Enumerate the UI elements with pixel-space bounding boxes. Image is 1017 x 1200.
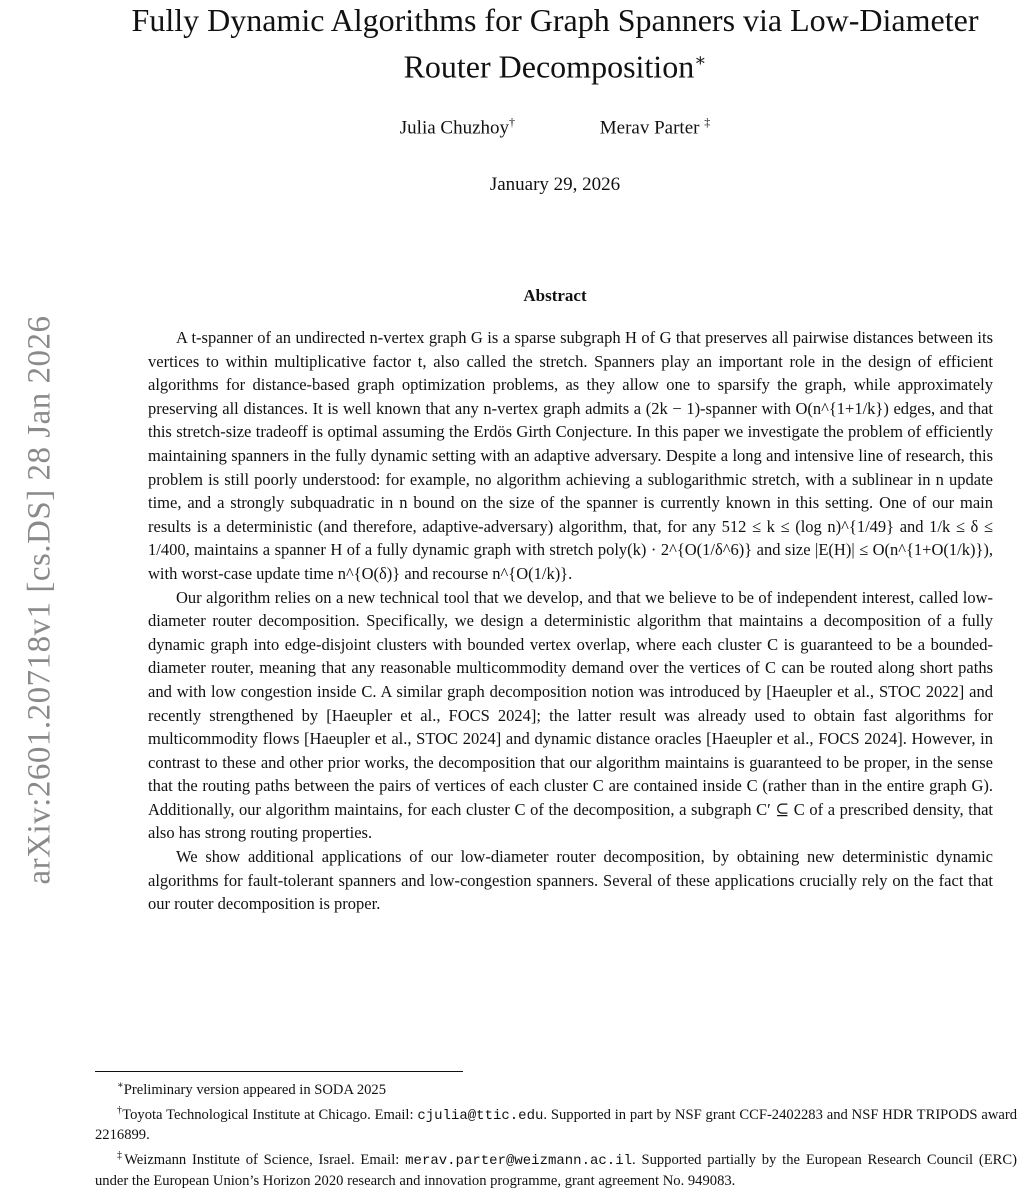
title-line-2: Router Decomposition [403,48,695,85]
abstract-paragraph-1: A t-spanner of an undirected n-vertex graph G is a sparse subgraph H of G that preserves all pairwise distances between its vertices to within multiplicative factor t, also called the stretch. Spanners play an important role in the design of efficient algorithms for distance-based graph optimization problems, as they allow one to sparsify the graph, while approximately preserving all distances. It is well known that any n-vertex graph admits a (2k − 1)-spanner with O(n^{1+1/k}) edges, and that this stretch-size tradeoff is optimal assuming the Erdös Girth Conjecture. In this paper we investigate the problem of efficiently maintaining spanners in the fully dynamic setting with an adaptive adversary. Despite a long and intensive line of research, this problem is still poorly understood: for example, no algorithm achieving a sublogarithmic stretch, with a sublinear in n update time, and a strongly subquadratic in n bound on the size of the spanner is currently known in this setting. One of our main results is a deterministic (and therefore, adaptive-adversary) algorithm, that, for any 512 ≤ k ≤ (log n)^{1/49} and 1/k ≤ δ ≤ 1/400, maintains a spanner H of a fully dynamic graph with stretch poly(k) · 2^{O(1/δ^6)} and size |E(H)| ≤ O(n^{1+O(1/k)}), with worst-case update time n^{O(δ)} and recourse n^{O(1/k)}. [148,328,993,583]
author-1 [400,115,515,139]
author-2 [600,115,710,139]
abstract-paragraph-3: We show additional applications of our low-diameter router decomposition, by obtaining new deterministic dynamic algorithms for fault-tolerant spanners and low-congestion spanners. Several of these applications crucially rely on the fact that our router decomposition is proper. [148,847,993,914]
author-list [100,115,1010,139]
footnotes [95,1076,1017,1192]
title-footnote-mark: ∗ [694,50,707,70]
author-footnote-mark: ‡ [704,115,711,129]
author-footnote-mark: † [509,115,516,129]
footnote-divider [95,1071,463,1072]
footnote-1 [95,1076,1017,1101]
email-link[interactable]: cjulia@ttic.edu [417,1107,544,1124]
email-link[interactable]: merav.parter@weizmann.ac.il [405,1152,632,1169]
arxiv-identifier-stamp: arXiv:2601.20718v1 [cs.DS] 28 Jan 2026 [21,315,58,885]
abstract-body [148,326,993,916]
footnote-text: . Supported in part by NSF grant CCF-2402283 and NSF HDR TRIPODS award 2216899. [95,1106,1017,1144]
footnote-3 [95,1146,1017,1191]
footnote-text: Toyota Technological Institute at Chicago. Email: [122,1106,418,1123]
footnote-mark: † [117,1104,123,1116]
footnote-2 [95,1101,1017,1146]
abstract-paragraph-2: Our algorithm relies on a new technical tool that we develop, and that we believe to be of independent interest, called low-diameter router decomposition. Specifically, we design a deterministic algorithm that maintains a decomposition of a fully dynamic graph into edge-disjoint clusters with bounded vertex overlap, where each cluster C is guaranteed to be a bounded-diameter router, meaning that any reasonable multicommodity demand over the vertices of C can be routed along short paths and with low congestion inside C. A similar graph decomposition notion was introduced by [Haeupler et al., STOC 2022] and recently strengthened by [Haeupler et al., FOCS 2024]; the latter result was already used to obtain fast algorithms for multicommodity flows [Haeupler et al., STOC 2024] and dynamic distance oracles [Haeupler et al., FOCS 2024]. However, in contrast to these and other prior works, the decomposition that our algorithm maintains is guaranteed to be proper, in the sense that the routing paths between the pairs of vertices of each cluster C are contained inside C (rather than in the entire graph G). Additionally, our algorithm maintains, for each cluster C of the decomposition, a subgraph C′ ⊆ C of a prescribed density, that also has strong routing properties. [148,587,993,843]
publication-date: January 29, 2026 [489,174,621,195]
paper-title [100,0,1010,87]
author-name: Julia Chuzhoy [399,117,510,139]
author-name: Merav Parter [599,117,700,139]
title-line-1: Fully Dynamic Algorithms for Graph Spanners via Low-Diameter [131,2,979,38]
footnote-text: Weizmann Institute of Science, Israel. Email: [124,1151,406,1168]
footnote-mark: ‡ [117,1150,125,1162]
abstract-heading: Abstract [523,286,587,305]
footnote-text: . Supported partially by the European Research Council (ERC) under the European Union’s Horizon 2020 research and innovation programme, grant agreement No. 949083. [95,1151,1017,1189]
footnote-mark: ∗ [117,1080,124,1091]
footnote-text: Preliminary version appeared in SODA 2025 [123,1081,387,1098]
